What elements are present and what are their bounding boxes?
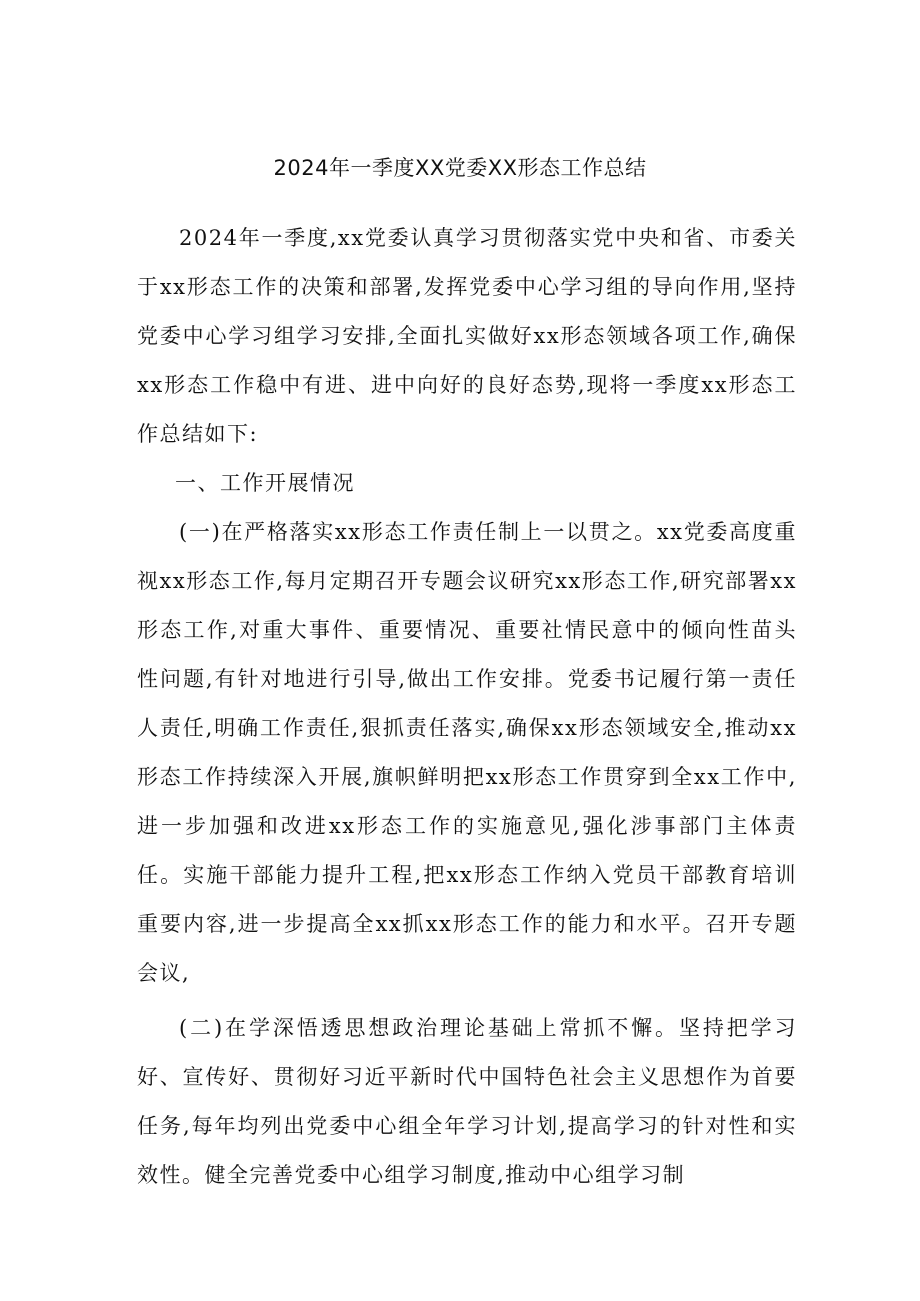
document-body — [137, 214, 797, 1200]
section-heading-work-progress: 一、工作开展情况 — [175, 471, 355, 495]
intro-paragraph: 2024年一季度,xx党委认真学习贯彻落实党中央和省、市委关于xx形态工作的决策和部署,发挥党委中心学习组的导向作用,坚持党委中心学习组学习安排,全面扎实做好xx形态领域各项工作,确保xx形态工作稳中有进、进中向好的良好态势,现将一季度xx形态工作总结如下: — [137, 226, 797, 446]
document-title: 2024年一季度XX党委XX形态工作总结 — [273, 156, 647, 180]
subsection-2-paragraph: (二)在学深悟透思想政治理论基础上常抓不懈。坚持把学习好、宣传好、贯彻好习近平新时代中国特色社会主义思想作为首要任务,每年均列出党委中心组全年学习计划,提高学习的针对性和实效性。健全完善党委中心组学习制度,推动中心组学习制 — [137, 1016, 797, 1187]
subsection-1-paragraph: (一)在严格落实xx形态工作责任制上一以贯之。xx党委高度重视xx形态工作,每月定期召开专题会议研究xx形态工作,研究部署xx形态工作,对重大事件、重要情况、重要社情民意中的倾向性苗头性问题,有针对地进行引导,做出工作安排。党委书记履行第一责任人责任,明确工作责任,狠抓责任落实,确保xx形态领域安全,推动xx形态工作持续深入开展,旗帜鲜明把xx形态工作贯穿到全xx工作中,进一步加强和改进xx形态工作的实施意见,强化涉事部门主体责任。实施干部能力提升工程,把xx形态工作纳入党员干部教育培训重要内容,进一步提高全xx抓xx形态工作的能力和水平。召开专题会议, — [137, 520, 797, 985]
